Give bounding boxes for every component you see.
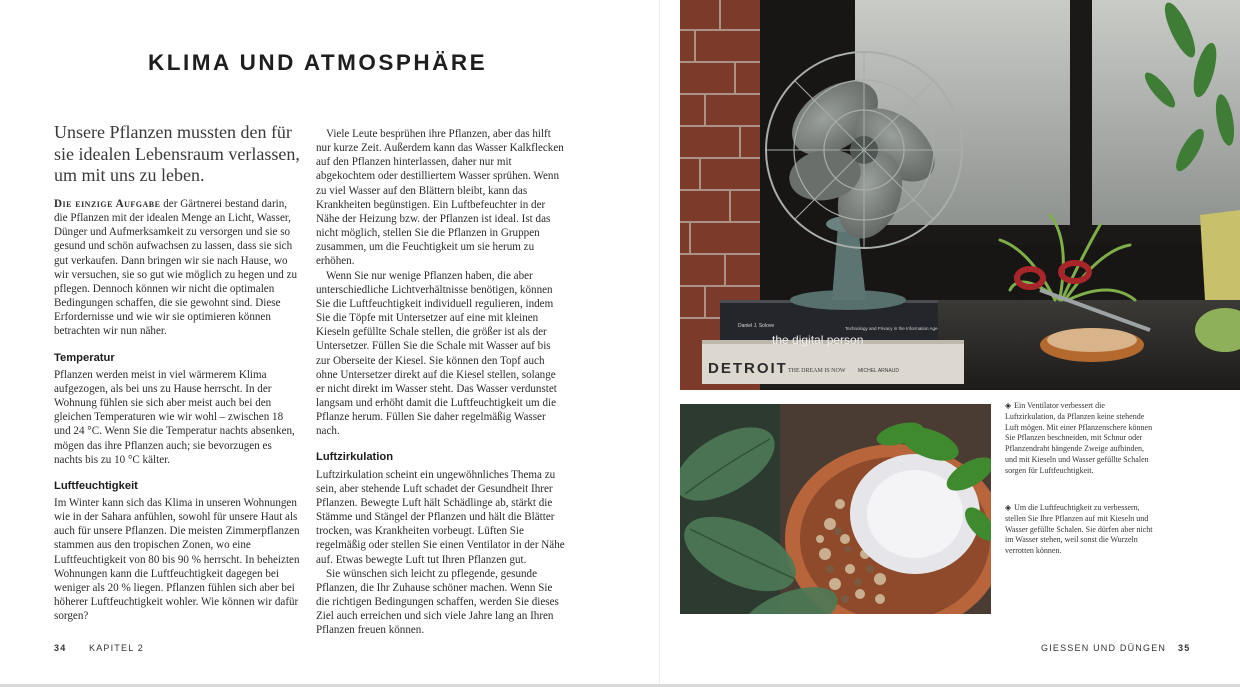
caption-fan-text: Ein Ventilator verbessert die Luftzirkulation, da Pflanzen keine stehende Luft mögen. Mit einer Pflanzenschere können Sie Pflanzen beschneiden, mit Schnur oder Pflanzendraht hängende Zweige aufbinden, und mit Kieseln und Wasser gefüllte Schalen sorgen für Luftfeuchtigkeit. [1005, 401, 1153, 475]
book2-author: MICHEL ARNAUD [858, 368, 899, 374]
caption-pebble-tray-text: Um die Luftfeuchtigkeit zu verbessern, stellen Sie Ihre Pflanzen auf mit Kieseln und Wasser gefüllte Schalen. Sie dürfen aber nicht im Wasser stehen, weil sonst die Wurzeln verrotten können. [1005, 503, 1153, 556]
luftzirkulation-text: Luftzirkulation scheint ein ungewöhnliches Thema zu sein, aber stehende Luft schadet der Gesundheit Ihrer Pflanzen. Bewegte Luft hält Schädlinge ab, stärkt die Stämme und Stängel der Pflanzen und hält die Blätter trocken, was Krankheiten vorbeugt. Lüften Sie regelmäßig oder stellen Sie einen Ventilator in der Nähe auf. Etwas bewegte Luft tut Ihren Pflanzen gut. [316, 468, 565, 566]
caption-marker-icon: ◈ [1005, 503, 1012, 512]
left-page-number: 34 [54, 643, 67, 653]
fan-windowsill-photo [680, 0, 1240, 390]
temperatur-text: Pflanzen werden meist in viel wärmerem Klima aufgezogen, als bei uns zu Hause herrscht. In der Wohnung fühlen sie sich aber meist auch bei den gleichen Temperaturen wie wir wohl – zwischen 18 und 24 °C. Wenn Sie die Temperatur nachts absenken, mögen das ihre Pflanzen auch; sie bevorzugen es nachts bis zu 10 °C kälter. [54, 368, 295, 466]
right-text-column [316, 127, 566, 637]
luftfeuchtigkeit-heading: Luftfeuchtigkeit [54, 479, 138, 492]
left-text-column [54, 197, 302, 623]
left-running-footer: KAPITEL 2 [89, 643, 144, 653]
intro-paragraph [54, 197, 302, 339]
spraying-paragraph: Viele Leute besprühen ihre Pflanzen, aber das hilft nur kurze Zeit. Außerdem kann das Wasser Kalkflecken auf den Pflanzen hinterlassen, daher nur mit abgekochtem oder destilliertem Wasser sprühen. Wenn zu viel Wasser auf den Blättern bleibt, kann das Krankheiten begünstigen. Ein Luftbefeuchter in der Nähe der Heizung bzw. der Pflanzen ist ideal. Ist das nicht möglich, stellen Sie die Pflanzen in Gruppen zusammen, um die Feuchtigkeit um sie herum zu erhöhen. [316, 128, 564, 268]
book1-author: Daniel J. Solove [738, 323, 775, 329]
book2-title: DETROIT [708, 360, 788, 377]
page-gutter [659, 0, 660, 687]
book2-subtitle: THE DREAM IS NOW [788, 368, 846, 374]
intro-text: der Gärtnerei bestand darin, die Pflanzen mit der idealen Menge an Licht, Wasser, Dünger und Aufmerksamkeit zu versorgen und sie so gesund und schön aufwachsen zu lassen, dass sie sich gut verkaufen. Dann bringen wir sie nach Hause, wo wir versuchen, sie so gut wie möglich zu hegen und zu pflegen. Dennoch können wir nicht die optimalen Bedingungen schaffen, die sie gewohnt sind. Diese Erfordernisse und wie wir sie optimieren können betrachten wir nun näher. [54, 198, 298, 338]
book1-subtitle: Technology and Privacy in the Information Age [845, 326, 938, 331]
book1-title: the digital person [772, 333, 864, 347]
temperatur-heading: Temperatur [54, 351, 115, 364]
pebble-tray-photo [680, 404, 991, 614]
caption-pebble-tray [1005, 503, 1155, 557]
luftzirkulation-heading: Luftzirkulation [316, 451, 394, 464]
caption-marker-icon: ◈ [1005, 401, 1012, 410]
lead-paragraph: Unsere Pflanzen mussten den für sie idealen Lebensraum verlassen, um mit uns zu leben. [54, 122, 300, 185]
page-heading: KLIMA UND ATMOSPHÄRE [148, 50, 488, 75]
intro-smallcaps: Die einzige Aufgabe [54, 198, 161, 210]
caption-fan [1005, 401, 1155, 477]
pebble-tray-paragraph: Wenn Sie nur wenige Pflanzen haben, die aber unterschiedliche Lichtverhältnisse benötigen, können Sie die Luftfeuchtigkeit individuell regulieren, indem Sie die Töpfe mit Untersetzer auf eine mit kleinen Kieseln gefüllte Schale stellen, die größer ist als der Untersetzer. Füllen Sie die Schale mit Wasser auf bis zur Oberseite der Kiesel. Sie können den Topf auch ohne Untersetzer direkt auf die Kiesel stellen, solange er nicht direkt im Wasser steht. Das Wasser verdunstet langsam und erhöht damit die Luftfeuchtigkeit um die Pflanze herum. Füllen Sie daher regelmäßig Wasser nach. [316, 269, 557, 438]
right-page-number: 35 [1178, 643, 1191, 653]
right-running-footer: GIESSEN UND DÜNGEN [1041, 643, 1167, 653]
closing-paragraph: Sie wünschen sich leicht zu pflegende, gesunde Pflanzen, die Ihr Zuhause schöner machen. Wenn Sie die richtigen Bedingungen schaffen, werden Sie dieses Ziel auch erreichen und sich viele Jahre lang an Ihren Pflanzen freuen können. [316, 567, 559, 637]
luftfeuchtigkeit-text: Im Winter kann sich das Klima in unseren Wohnungen wie in der Sahara anfühlen, sowohl für unsere Haut als auch für unsere Pflanzen. Die meisten Zimmerpflanzen stammen aus den tropischen Zonen, wo eine Luftfeuchtigkeit von 80 bis 90 % herrscht. In beheizten Wohnungen kann die Luftfeuchtigkeit dagegen bei weniger als 20 % liegen. Pflanzen fühlen sich aber bei höherer Luftfeuchtigkeit wohler. Wie können wir dafür sorgen? [54, 496, 300, 623]
